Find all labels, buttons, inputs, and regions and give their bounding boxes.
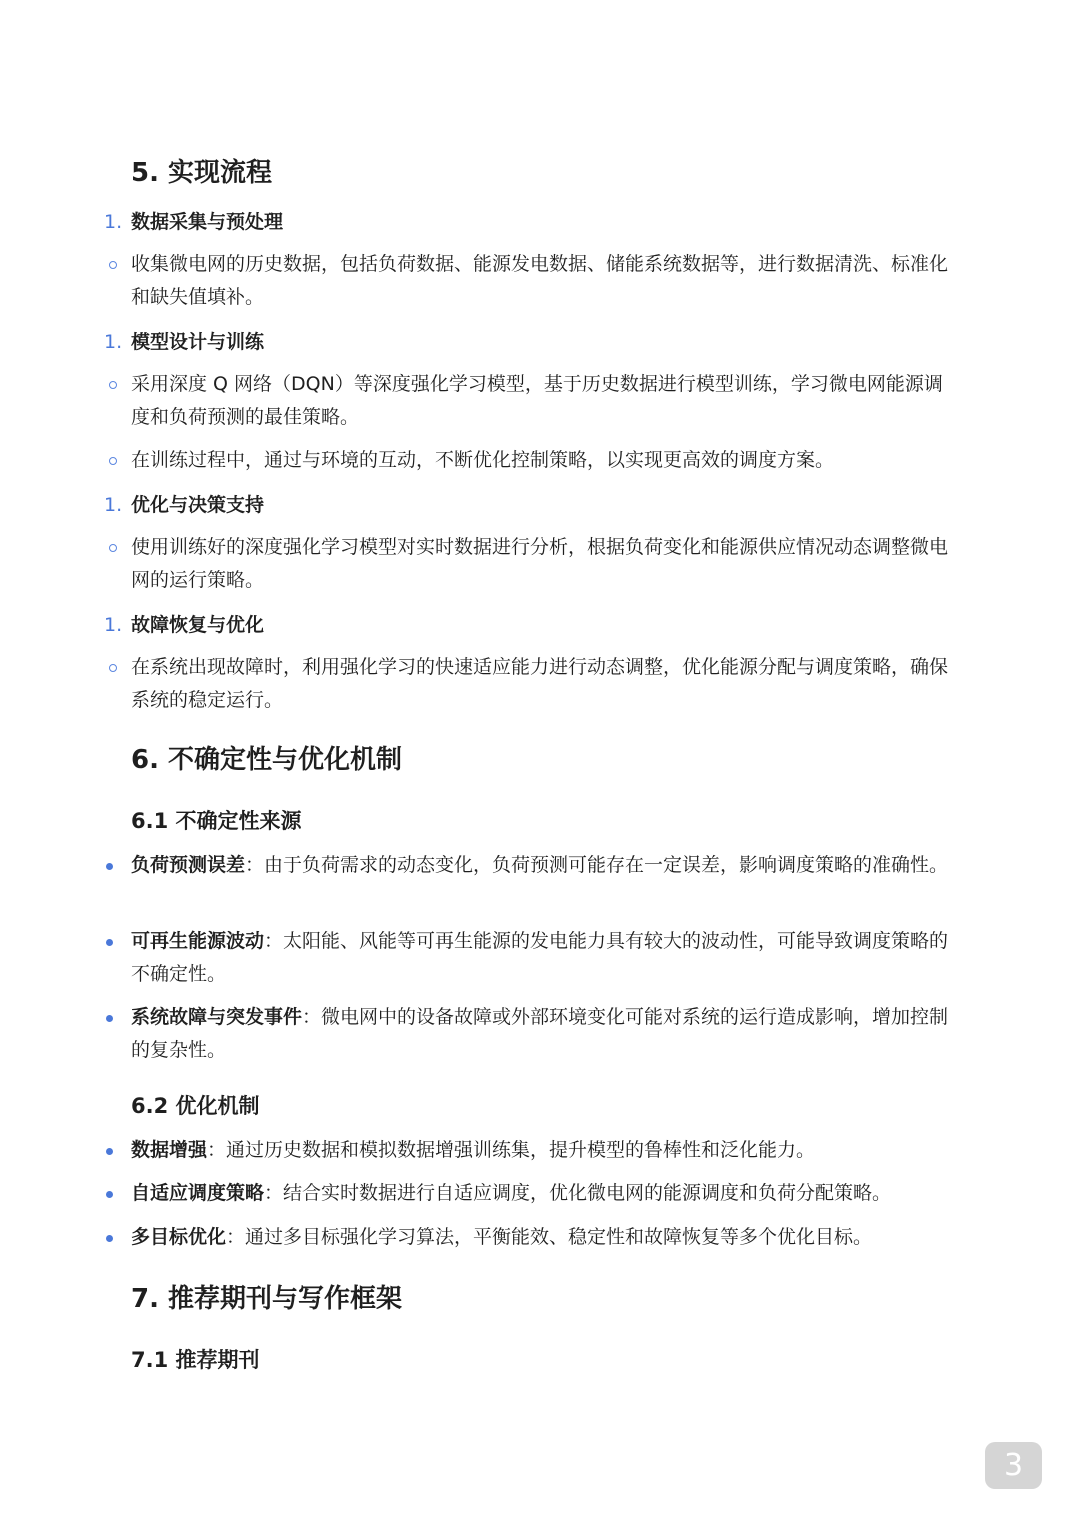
step-3-number: 1. [104, 494, 123, 516]
circle-bullet-icon [109, 261, 117, 269]
step-4-item-1: 在系统出现故障时，利用强化学习的快速适应能力进行动态调整，优化能源分配与调度策略，确保系统的稳定运行。 [131, 656, 949, 711]
optimization-item: 自适应调度策略：结合实时数据进行自适应调度，优化微电网的能源调度和负荷分配策略。 [131, 1182, 892, 1204]
step-4-title: 故障恢复与优化 [131, 614, 265, 636]
section-6-heading: 6. 不确定性与优化机制 [131, 745, 403, 775]
step-4-number: 1. [104, 614, 123, 636]
bullet-dot-icon [106, 939, 113, 946]
step-2-item-2: 在训练过程中，通过与环境的互动，不断优化控制策略，以实现更高效的调度方案。 [131, 449, 835, 471]
section-6-1-heading: 6.1 不确定性来源 [131, 809, 302, 833]
step-3-item-1: 使用训练好的深度强化学习模型对实时数据进行分析，根据负荷变化和能源供应情况动态调整微电网的运行策略。 [131, 536, 949, 591]
step-1-item-1: 收集微电网的历史数据，包括负荷数据、能源发电数据、储能系统数据等，进行数据清洗、标准化和缺失值填补。 [131, 253, 949, 308]
section-7-heading: 7. 推荐期刊与写作框架 [131, 1284, 403, 1314]
circle-bullet-icon [109, 544, 117, 552]
bullet-dot-icon [106, 1235, 113, 1242]
step-1-number: 1. [104, 211, 123, 233]
page-number-badge: 3 [985, 1442, 1042, 1489]
section-7-1-heading: 7.1 推荐期刊 [131, 1348, 260, 1372]
bullet-dot-icon [106, 863, 113, 870]
bullet-dot-icon [106, 1191, 113, 1198]
uncertainty-item: 可再生能源波动：太阳能、风能等可再生能源的发电能力具有较大的波动性，可能导致调度策略的不确定性。 [131, 930, 949, 985]
circle-bullet-icon [109, 381, 117, 389]
circle-bullet-icon [109, 664, 117, 672]
bullet-dot-icon [106, 1148, 113, 1155]
bullet-dot-icon [106, 1015, 113, 1022]
section-5-heading: 5. 实现流程 [131, 158, 273, 188]
step-2-item-1: 采用深度 Q 网络（DQN）等深度强化学习模型，基于历史数据进行模型训练，学习微电网能源调度和负荷预测的最佳策略。 [131, 373, 943, 428]
uncertainty-item: 负荷预测误差：由于负荷需求的动态变化，负荷预测可能存在一定误差，影响调度策略的准确性。 [131, 854, 949, 876]
circle-bullet-icon [109, 457, 117, 465]
section-6-2-heading: 6.2 优化机制 [131, 1094, 260, 1118]
step-2-title: 模型设计与训练 [131, 331, 265, 353]
optimization-item: 数据增强：通过历史数据和模拟数据增强训练集，提升模型的鲁棒性和泛化能力。 [131, 1139, 816, 1161]
step-3-title: 优化与决策支持 [131, 494, 265, 516]
step-2-number: 1. [104, 331, 123, 353]
step-1-title: 数据采集与预处理 [131, 211, 284, 233]
optimization-item: 多目标优化：通过多目标强化学习算法，平衡能效、稳定性和故障恢复等多个优化目标。 [131, 1226, 873, 1248]
uncertainty-item: 系统故障与突发事件：微电网中的设备故障或外部环境变化可能对系统的运行造成影响，增加控制的复杂性。 [131, 1006, 949, 1061]
